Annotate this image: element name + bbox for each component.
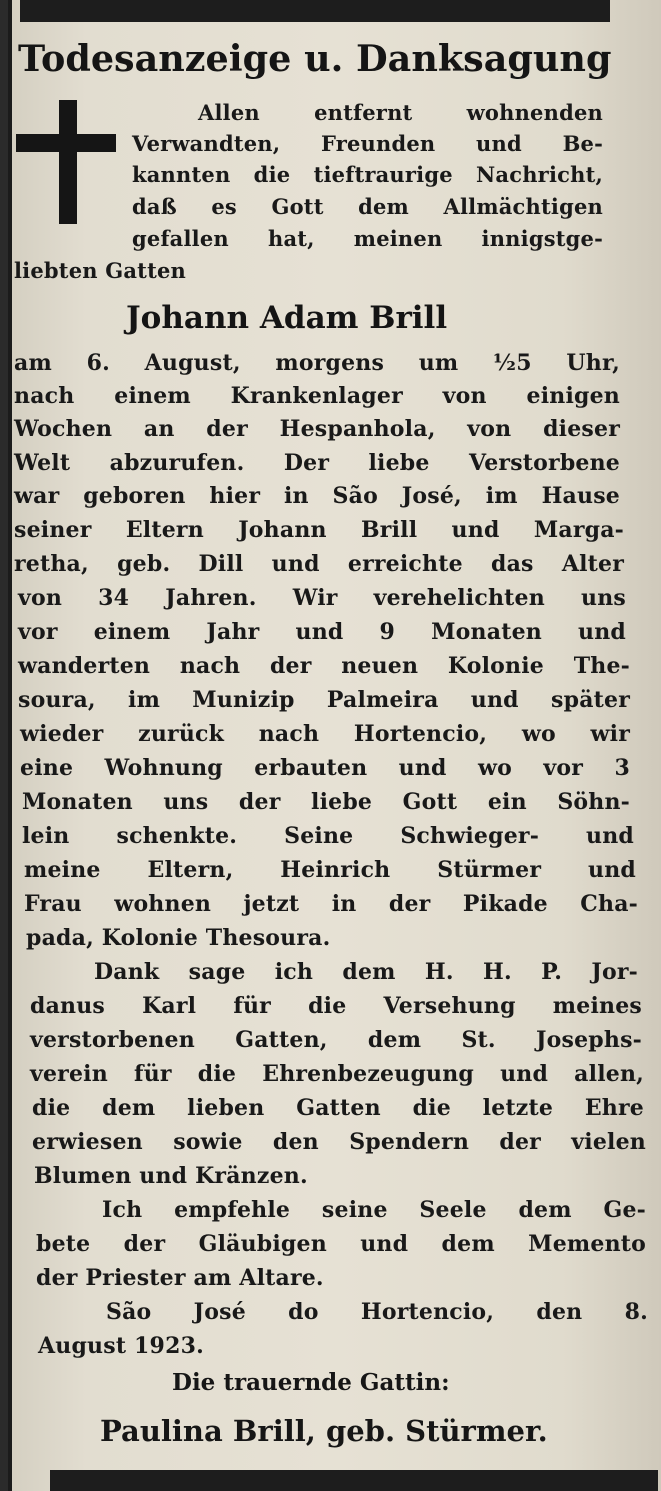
body-line: vor einem Jahr und 9 Monaten und [18,619,626,645]
notice-title: Todesanzeige u. Danksagung [18,37,612,80]
intro-line: kannten die tieftraurige Nachricht, [132,162,603,187]
body-line: wieder zurück nach Hortencio, wo wir [20,721,630,747]
body-line: nach einem Krankenlager von einigen [14,383,620,409]
body-line: danus Karl für die Versehung meines [30,993,642,1019]
body-line: Wochen an der Hespanhola, von dieser [14,416,620,442]
body-line: verstorbenen Gatten, dem St. Josephs- [30,1027,642,1053]
body-line: erwiesen sowie den Spendern der vielen [32,1129,646,1155]
body-line: von 34 Jahren. Wir verehelichten uns [18,585,626,611]
intro-line: Allen entfernt wohnenden [198,100,603,125]
body-line: August 1923. [38,1333,204,1359]
body-line: die dem lieben Gatten die letzte Ehre [32,1095,644,1121]
body-line: am 6. August, morgens um ½5 Uhr, [14,350,620,376]
body-line: Welt abzurufen. Der liebe Verstorbene [14,450,620,476]
column-rule [8,0,12,1491]
newspaper-clipping [8,0,661,1491]
body-line: soura, im Munizip Palmeira und später [18,687,630,713]
intro-line: Verwandten, Freunden und Be- [132,131,603,156]
intro-line: daß es Gott dem Allmächtigen [132,194,603,219]
deceased-name: Johann Adam Brill [126,300,448,336]
body-line: bete der Gläubigen und dem Memento [36,1231,646,1257]
body-line: war geboren hier in São José, im Hause [14,483,620,509]
bottom-border-bar [50,1470,658,1491]
cross-icon [16,100,116,224]
body-line: lein schenkte. Seine Schwieger- und [22,823,634,849]
body-line: Dank sage ich dem H. H. P. Jor- [94,959,638,985]
body-line: meine Eltern, Heinrich Stürmer und [24,857,636,883]
body-line: São José do Hortencio, den 8. [106,1299,648,1325]
body-line: Ich empfehle seine Seele dem Ge- [102,1197,646,1223]
body-line: Frau wohnen jetzt in der Pikade Cha- [24,891,638,917]
body-line: retha, geb. Dill und erreichte das Alter [14,551,624,577]
signature: Paulina Brill, geb. Stürmer. [100,1414,548,1448]
signature-intro: Die trauernde Gattin: [172,1369,450,1396]
body-line: Blumen und Kränzen. [34,1163,308,1189]
body-line: der Priester am Altare. [36,1265,324,1291]
intro-line: gefallen hat, meinen innigstge- [132,226,603,251]
body-line: Monaten uns der liebe Gott ein Söhn- [22,789,630,815]
intro-line: liebten Gatten [14,258,187,283]
body-line: eine Wohnung erbauten und wo vor 3 [20,755,630,781]
body-line: wanderten nach der neuen Kolonie The- [18,653,630,679]
body-line: pada, Kolonie Thesoura. [26,925,331,951]
body-line: seiner Eltern Johann Brill und Marga- [14,517,624,543]
top-border-bar [20,0,610,22]
body-line: verein für die Ehrenbezeugung und allen, [30,1061,644,1087]
